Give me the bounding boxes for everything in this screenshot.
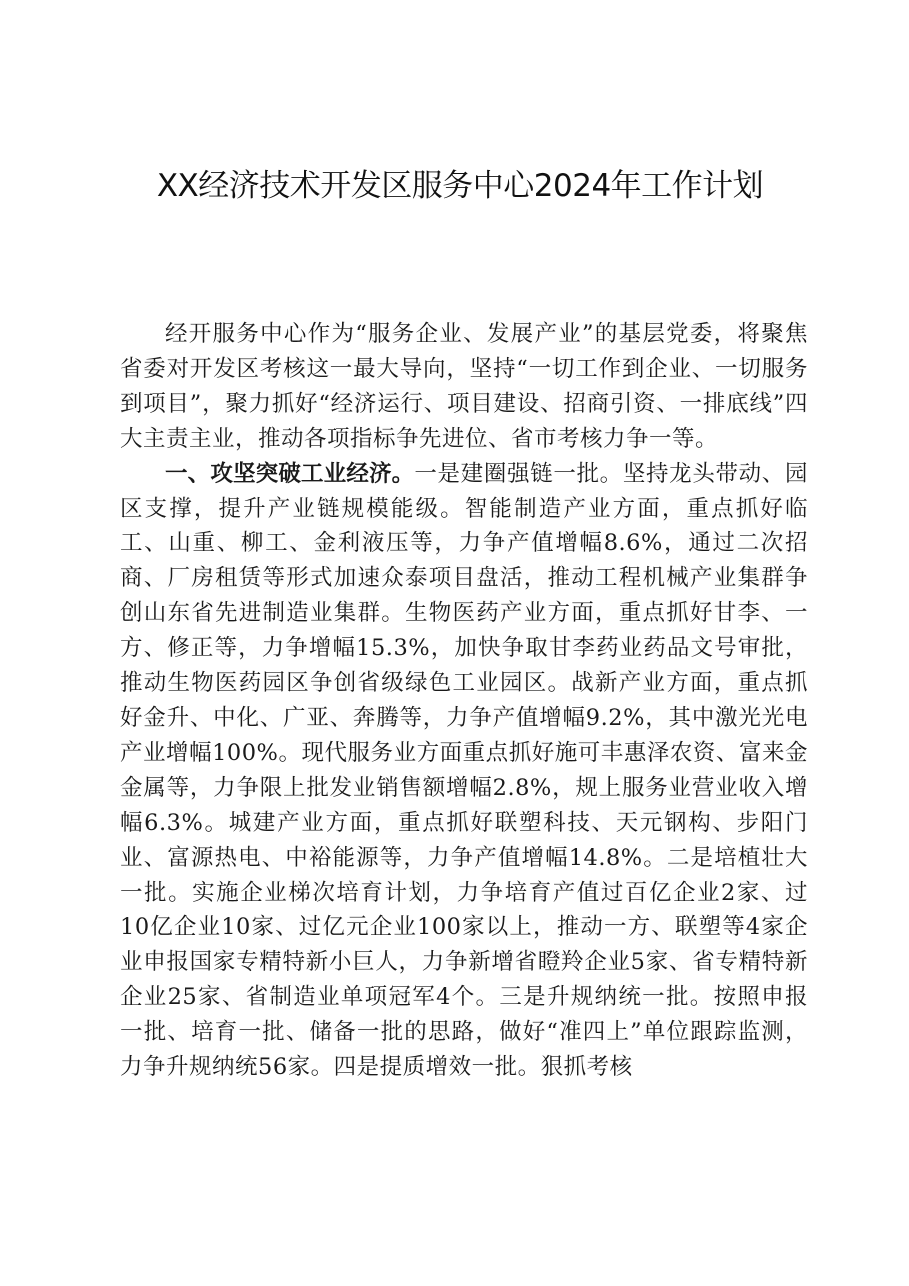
section-1-paragraph: [120, 457, 808, 1085]
section-1-text: 一是建圈强链一批。坚持龙头带动、园区支撑，提升产业链规模能级。智能制造产业方面，重点抓好临工、山重、柳工、金利液压等，力争产值增幅8.6%，通过二次招商、厂房租赁等形式加速众泰项目盘活，推动工程机械产业集群争创山东省先进制造业集群。生物医药产业方面，重点抓好甘李、一方、修正等，力争增幅15.3%，加快争取甘李药业药品文号审批，推动生物医药园区争创省级绿色工业园区。战新产业方面，重点抓好金升、中化、广亚、奔腾等，力争产值增幅9.2%，其中激光光电产业增幅100%。现代服务业方面重点抓好施可丰惠泽农资、富来金金属等，力争限上批发业销售额增幅2.8%，规上服务业营业收入增幅6.3%。城建产业方面，重点抓好联塑科技、天元钢构、步阳门业、富源热电、中裕能源等，力争产值增幅14.8%。二是培植壮大一批。实施企业梯次培育计划，力争培育产值过百亿企业2家、过10亿企业10家、过亿元企业100家以上，推动一方、联塑等4家企业申报国家专精特新小巨人，力争新增省瞪羚企业5家、省专精特新企业25家、省制造业单项冠军4个。三是升规纳统一批。按照申报一批、培育一批、储备一批的思路，做好“准四上”单位跟踪监测，力争升规纳统56家。四是提质增效一批。狠抓考核: [120, 460, 808, 1081]
document-body: [120, 317, 808, 1085]
document-title: XX经济技术开发区服务中心2024年工作计划: [156, 168, 764, 204]
intro-paragraph: 经开服务中心作为“服务企业、发展产业”的基层党委，将聚焦省委对开发区考核这一最大导向，坚持“一切工作到企业、一切服务到项目”，聚力抓好“经济运行、项目建设、招商引资、一排底线”四大主责主业，推动各项指标争先进位、省市考核力争一等。: [120, 321, 808, 452]
section-1-heading: 一、攻坚突破工业经济。: [165, 460, 415, 487]
